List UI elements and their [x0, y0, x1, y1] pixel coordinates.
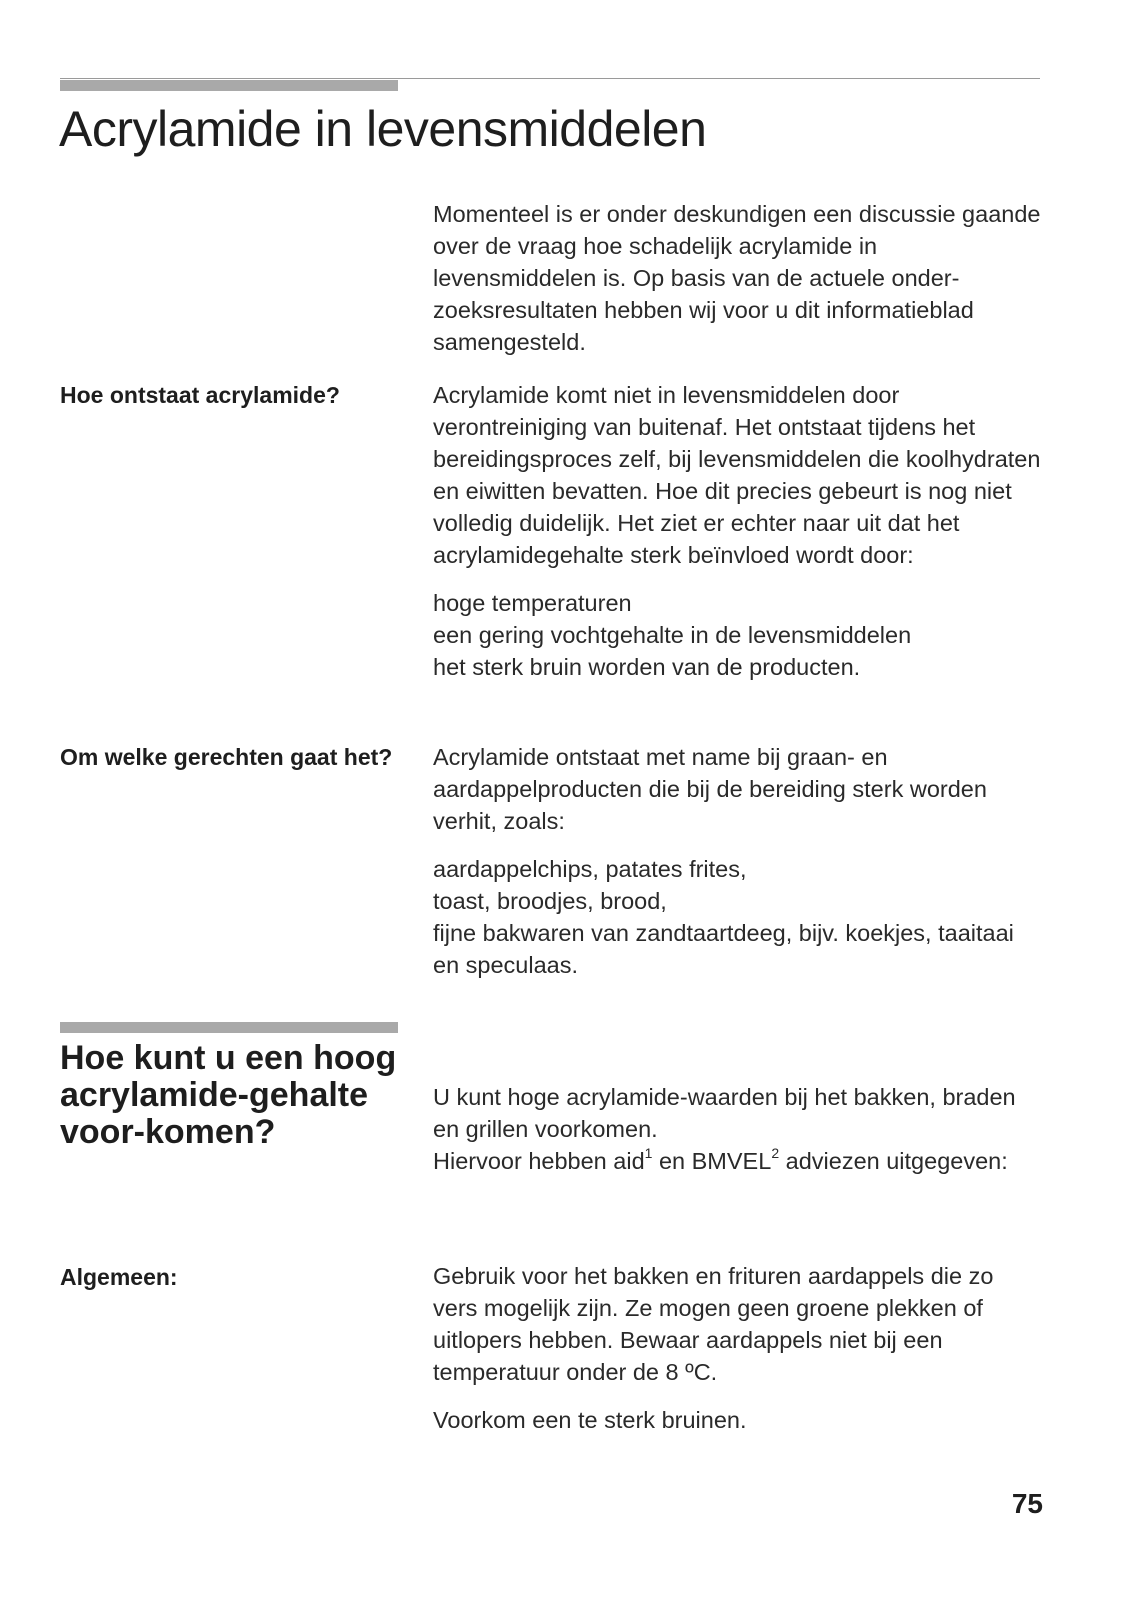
footnote-ref-2: 2	[771, 1145, 780, 1162]
section-heading-prevention: Hoe kunt u een hoog acrylamide-gehalte voor-komen?	[60, 1039, 397, 1151]
prevention-line: U kunt hoge acrylamide-waarden bij het bakken, braden en grillen voorkomen.	[433, 1084, 1016, 1142]
list-item: aardappelchips, patates frites,	[433, 856, 747, 882]
section-label-origin: Hoe ontstaat acrylamide?	[60, 382, 340, 408]
section-dishes-text	[433, 741, 1043, 981]
general-paragraph: Gebruik voor het bakken en frituren aardappels die zo vers mogelijk zijn. Ze mogen geen groene plekken of uitlopers hebben. Bewaar aardappels niet bij een temperatuur onder de 8 ºC.	[433, 1263, 994, 1385]
top-accent-bar	[60, 80, 398, 91]
section-accent-bar	[60, 1022, 398, 1033]
list-item: toast, broodjes, brood,	[433, 888, 667, 914]
top-rule	[60, 78, 1040, 79]
advice-source-line: Hiervoor hebben aid$^1$ en BMVEL$^2$ adviezen uitgegeven:	[433, 1145, 1008, 1174]
page-number: 75	[1011, 1488, 1043, 1519]
section-label-dishes: Om welke gerechten gaat het?	[60, 744, 393, 770]
dishes-list	[433, 853, 1043, 981]
page-title: Acrylamide in levensmiddelen	[59, 101, 707, 157]
origin-factor-list	[433, 587, 1043, 683]
intro-paragraph: Momenteel is er onder deskundigen een discussie gaande over de vraag hoe schadelijk acrylamide in levensmiddelen is. Op basis van de actuele onder-zoeksresultaten hebben wij voor u dit informatieblad samengesteld.	[433, 201, 1041, 355]
list-item: hoge temperaturen	[433, 590, 632, 616]
list-item: fijne bakwaren van zandtaartdeeg, bijv. koekjes, taaitaai en speculaas.	[433, 920, 1014, 978]
dishes-paragraph: Acrylamide ontstaat met name bij graan- en aardappelproducten die bij de bereiding sterk worden verhit, zoals:	[433, 744, 987, 834]
list-item: een gering vochtgehalte in de levensmiddelen	[433, 622, 912, 648]
prevention-text	[433, 1081, 1043, 1177]
footnote-ref-1: 1	[644, 1145, 653, 1162]
section-origin-text	[433, 379, 1043, 683]
general-text	[433, 1260, 1043, 1436]
section-label-general: Algemeen:	[60, 1264, 178, 1290]
origin-paragraph: Acrylamide komt niet in levensmiddelen door verontreiniging van buitenaf. Het ontstaat tijdens het bereidingsproces zelf, bij levensmiddelen die koolhydraten en eiwitten bevatten. Hoe dit precies gebeurt is nog niet volledig duidelijk. Het ziet er echter naar uit dat het acrylamidegehalte sterk beïnvloed wordt door:	[433, 382, 1041, 568]
list-item: het sterk bruin worden van de producten.	[433, 654, 861, 680]
general-paragraph-2: Voorkom een te sterk bruinen.	[433, 1407, 747, 1433]
